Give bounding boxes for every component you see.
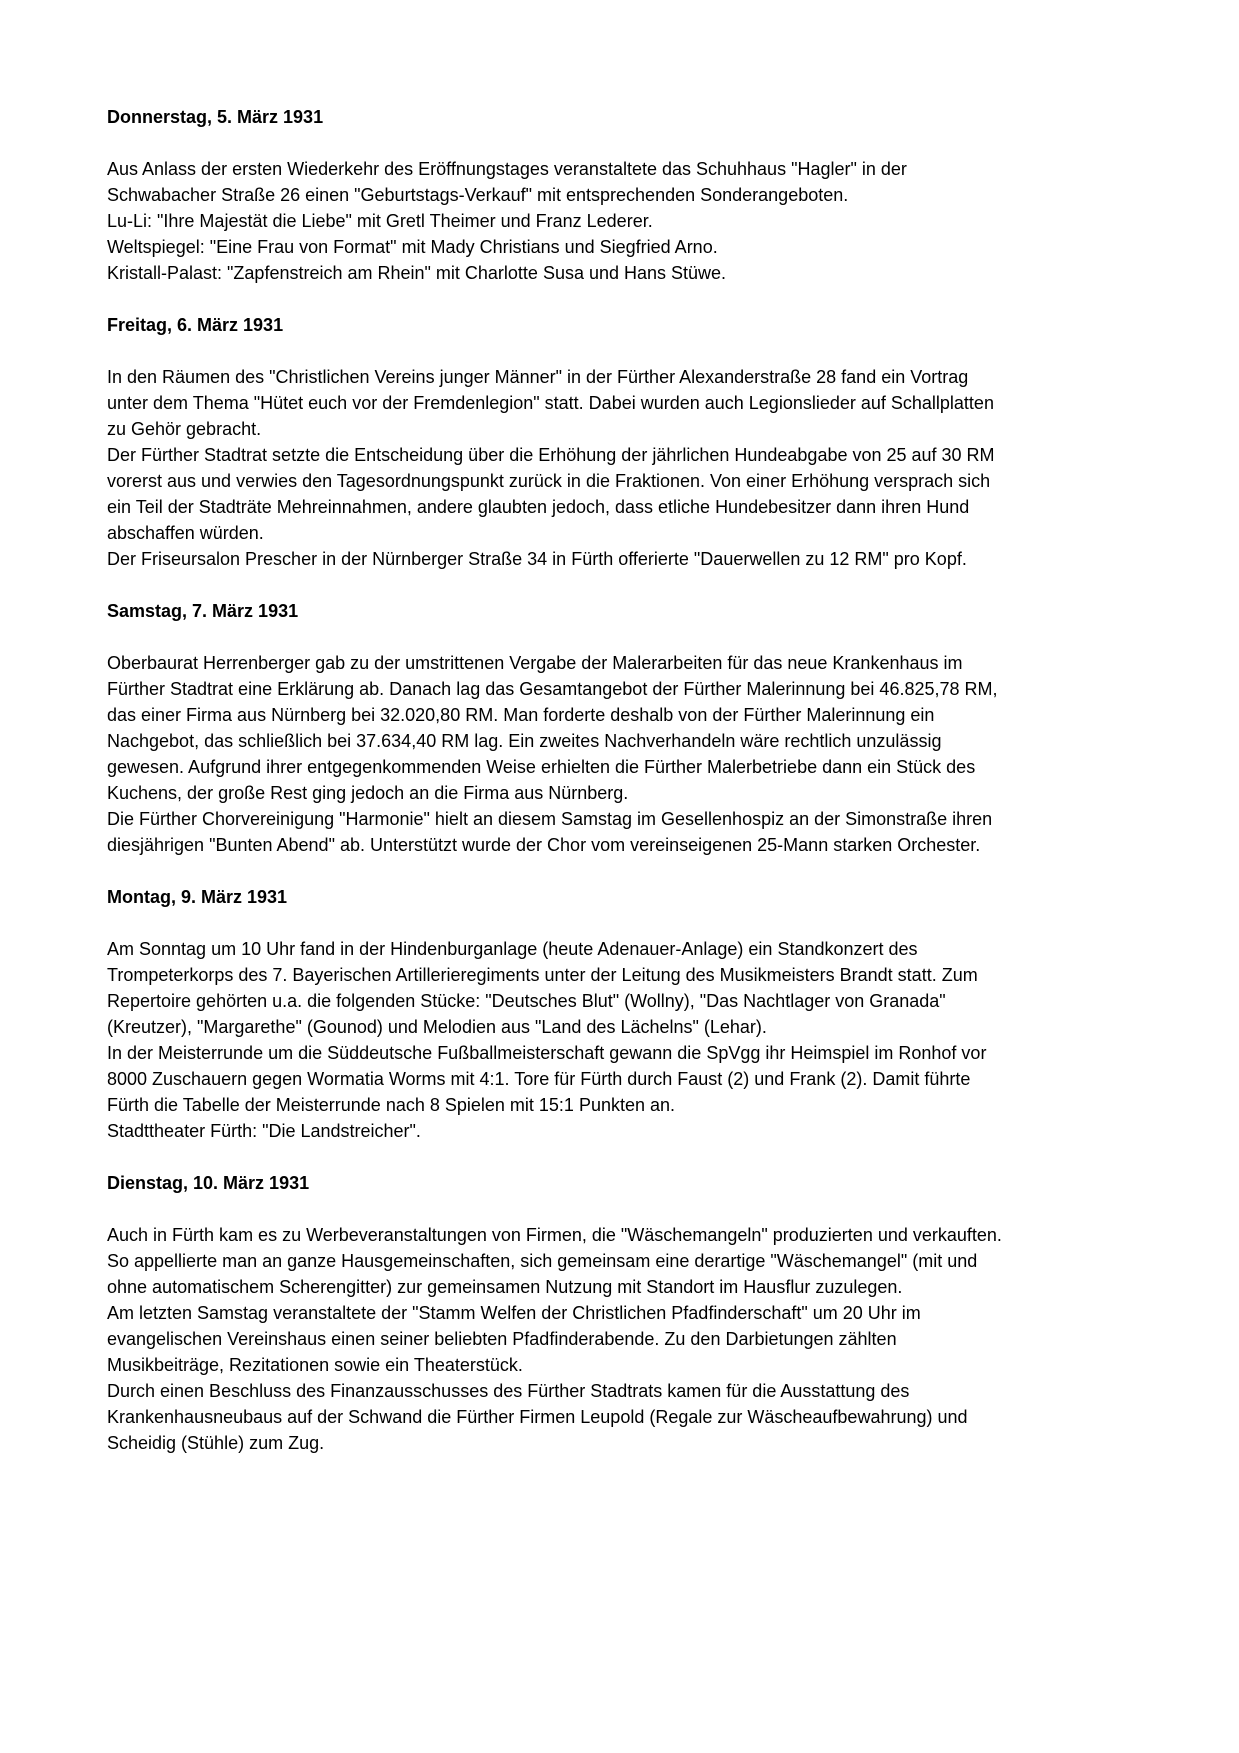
chronicle-section (107, 104, 1014, 286)
section-heading: Montag, 9. März 1931 (107, 887, 288, 907)
section-entries (107, 1222, 1014, 1456)
paragraph: Am Sonntag um 10 Uhr fand in der Hindenburganlage (heute Adenauer-Anlage) ein Standkonzert des Trompeterkorps des 7. Bayerischen Artillerieregiments unter der Leitung des Musikmeisters Brandt statt. Zum Repertoire gehörten u.a. die folgenden Stücke: "Deutsches Blut" (Wollny), "Das Nachtlager von Granada" (Kreutzer), "Margarethe" (Gounod) und Melodien aus "Land des Lächelns" (Lehar). (107, 939, 978, 1037)
paragraph: Auch in Fürth kam es zu Werbeveranstaltungen von Firmen, die "Wäschemangeln" produzierten und verkauften. So appellierte man an ganze Hausgemeinschaften, sich gemeinsam eine derartige "Wäschemangel" (mit und ohne automatischem Scherengitter) zur gemeinsamen Nutzung mit Standort im Hausflur zuzulegen. (107, 1225, 1002, 1297)
paragraph: Weltspiegel: "Eine Frau von Format" mit Mady Christians und Siegfried Arno. (107, 237, 718, 257)
chronicle-section (107, 598, 1014, 858)
chronicle-section (107, 1170, 1014, 1456)
section-entries (107, 156, 1014, 286)
chronicle-section (107, 884, 1014, 1144)
chronicle-section (107, 312, 1014, 572)
section-entries (107, 364, 1014, 572)
paragraph: Durch einen Beschluss des Finanzausschusses des Fürther Stadtrats kamen für die Ausstattung des Krankenhausneubaus auf der Schwand die Fürther Firmen Leupold (Regale zur Wäscheaufbewahrung) und Scheidig (Stühle) zum Zug. (107, 1381, 968, 1453)
paragraph: Oberbaurat Herrenberger gab zu der umstrittenen Vergabe der Malerarbeiten für das neue Krankenhaus im Fürther Stadtrat eine Erklärung ab. Danach lag das Gesamtangebot der Fürther Malerinnung bei 46.825,78 RM, das einer Firma aus Nürnberg bei 32.020,80 RM. Man forderte deshalb von der Fürther Malerinnung ein Nachgebot, das schließlich bei 37.634,40 RM lag. Ein zweites Nachverhandeln wäre rechtlich unzulässig gewesen. Aufgrund ihrer entgegenkommenden Weise erhielten die Fürther Malerbetriebe dann ein Stück des Kuchens, der große Rest ging jedoch an die Firma aus Nürnberg. (107, 653, 998, 803)
paragraph: Der Fürther Stadtrat setzte die Entscheidung über die Erhöhung der jährlichen Hundeabgabe von 25 auf 30 RM vorerst aus und verwies den Tagesordnungspunkt zurück in die Fraktionen. Von einer Erhöhung versprach sich ein Teil der Stadträte Mehreinnahmen, andere glaubten jedoch, dass etliche Hundebesitzer dann ihren Hund abschaffen würden. (107, 445, 995, 543)
paragraph: Kristall-Palast: "Zapfenstreich am Rhein" mit Charlotte Susa und Hans Stüwe. (107, 263, 727, 283)
paragraph: Die Fürther Chorvereinigung "Harmonie" hielt an diesem Samstag im Gesellenhospiz an der Simonstraße ihren diesjährigen "Bunten Abend" ab. Unterstützt wurde der Chor vom vereinseigenen 25-Mann starken Orchester. (107, 809, 993, 855)
section-entries (107, 936, 1014, 1144)
section-heading: Freitag, 6. März 1931 (107, 315, 284, 335)
paragraph: Stadttheater Fürth: "Die Landstreicher". (107, 1121, 421, 1141)
section-heading: Donnerstag, 5. März 1931 (107, 107, 324, 127)
section-heading: Dienstag, 10. März 1931 (107, 1173, 310, 1193)
section-entries (107, 650, 1014, 858)
section-heading: Samstag, 7. März 1931 (107, 601, 299, 621)
paragraph: Lu-Li: "Ihre Majestät die Liebe" mit Gretl Theimer und Franz Lederer. (107, 211, 653, 231)
paragraph: Aus Anlass der ersten Wiederkehr des Eröffnungstages veranstaltete das Schuhhaus "Hagler" in der Schwabacher Straße 26 einen "Geburtstags-Verkauf" mit entsprechenden Sonderangeboten. (107, 159, 907, 205)
paragraph: In den Räumen des "Christlichen Vereins junger Männer" in der Fürther Alexanderstraße 28 fand ein Vortrag unter dem Thema "Hütet euch vor der Fremdenlegion" statt. Dabei wurden auch Legionslieder auf Schallplatten zu Gehör gebracht. (107, 367, 994, 439)
paragraph: In der Meisterrunde um die Süddeutsche Fußballmeisterschaft gewann die SpVgg ihr Heimspiel im Ronhof vor 8000 Zuschauern gegen Wormatia Worms mit 4:1. Tore für Fürth durch Faust (2) und Frank (2). Damit führte Fürth die Tabelle der Meisterrunde nach 8 Spielen mit 15:1 Punkten an. (107, 1043, 987, 1115)
paragraph: Der Friseursalon Prescher in der Nürnberger Straße 34 in Fürth offerierte "Dauerwellen zu 12 RM" pro Kopf. (107, 549, 967, 569)
paragraph: Am letzten Samstag veranstaltete der "Stamm Welfen der Christlichen Pfadfinderschaft" um 20 Uhr im evangelischen Vereinshaus einen seiner beliebten Pfadfinderabende. Zu den Darbietungen zählten Musikbeiträge, Rezitationen sowie ein Theaterstück. (107, 1303, 921, 1375)
